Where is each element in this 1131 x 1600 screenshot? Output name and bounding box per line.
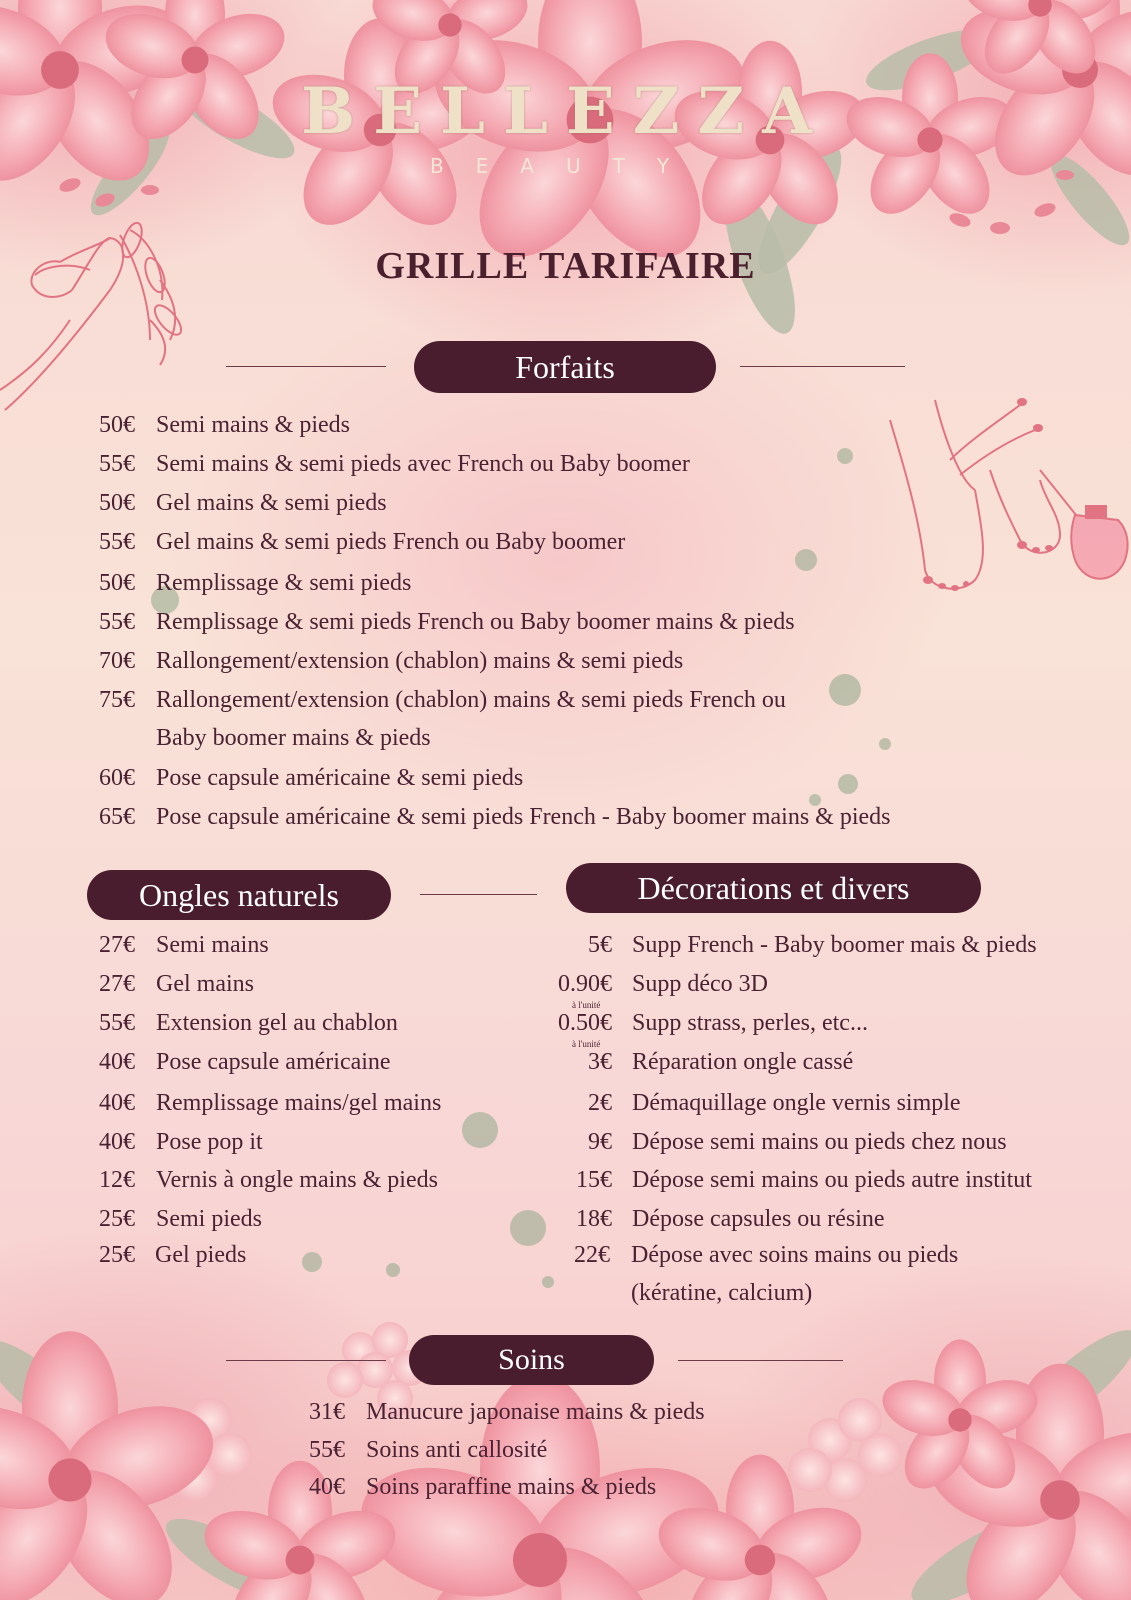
item-label: Dépose semi mains ou pieds autre institut <box>632 1167 1032 1193</box>
item-label: Rallongement/extension (chablon) mains & semi pieds French ou <box>156 687 786 713</box>
item-label: Supp French - Baby boomer mais & pieds <box>632 932 1037 958</box>
item-price: 3€ <box>588 1049 612 1075</box>
item-price: 12€ <box>99 1167 135 1193</box>
item-label-line2: Baby boomer mains & pieds <box>156 725 431 751</box>
item-price: 25€ <box>99 1206 135 1232</box>
item-label: Remplissage mains/gel mains <box>156 1090 442 1116</box>
unit-note: à l'unité <box>572 1039 601 1049</box>
item-price: 40€ <box>99 1129 135 1155</box>
section-header-forfaits: Forfaits <box>414 341 716 393</box>
item-price: 55€ <box>99 451 135 477</box>
item-price: 40€ <box>309 1474 345 1500</box>
soins-list <box>280 1399 840 1519</box>
item-label: Remplissage & semi pieds <box>156 570 412 596</box>
item-label: Semi mains <box>156 932 269 958</box>
item-price: 55€ <box>99 1010 135 1036</box>
item-price: 50€ <box>99 412 135 438</box>
item-label: Réparation ongle cassé <box>632 1049 854 1075</box>
item-price: 40€ <box>99 1090 135 1116</box>
item-label: Manucure japonaise mains & pieds <box>366 1399 705 1425</box>
item-price: 9€ <box>588 1129 612 1155</box>
forfaits-list <box>0 412 1131 842</box>
item-price: 15€ <box>576 1167 612 1193</box>
item-price: 25€ <box>99 1242 135 1268</box>
item-label: Démaquillage ongle vernis simple <box>632 1090 961 1116</box>
item-price: 65€ <box>99 804 135 830</box>
item-label: Dépose capsules ou résine <box>632 1206 885 1232</box>
item-label: Semi mains & pieds <box>156 412 350 438</box>
item-price: 50€ <box>99 570 135 596</box>
item-price: 40€ <box>99 1049 135 1075</box>
item-price: 0.50€ <box>558 1010 612 1036</box>
divider-line <box>740 366 905 367</box>
item-price: 5€ <box>588 932 612 958</box>
item-label: Semi mains & semi pieds avec French ou Baby boomer <box>156 451 690 477</box>
divider-line <box>420 894 537 895</box>
item-price: 0.90€ <box>558 971 612 997</box>
item-label: Soins anti callosité <box>366 1437 548 1463</box>
item-label: Gel mains & semi pieds French ou Baby boomer <box>156 529 626 555</box>
item-price: 27€ <box>99 932 135 958</box>
item-price: 70€ <box>99 648 135 674</box>
item-price: 55€ <box>309 1437 345 1463</box>
divider-line <box>226 1360 386 1361</box>
divider-line <box>226 366 386 367</box>
item-label: Soins paraffine mains & pieds <box>366 1474 657 1500</box>
item-label: Gel mains <box>156 971 254 997</box>
item-price: 55€ <box>99 609 135 635</box>
brand-tagline: BEAUTY <box>429 154 702 178</box>
section-header-soins: Soins <box>409 1335 654 1385</box>
item-label: Pose capsule américaine & semi pieds French - Baby boomer mains & pieds <box>156 804 891 830</box>
section-header-decorations: Décorations et divers <box>566 863 981 913</box>
item-label: Pose capsule américaine & semi pieds <box>156 765 524 791</box>
divider-line <box>678 1360 843 1361</box>
item-label: Extension gel au chablon <box>156 1010 398 1036</box>
item-price: 31€ <box>309 1399 345 1425</box>
item-label: Supp déco 3D <box>632 971 768 997</box>
brand-logo: BELLEZZA <box>301 74 830 149</box>
item-label: Dépose avec soins mains ou pieds <box>631 1242 959 1268</box>
item-price: 55€ <box>99 529 135 555</box>
ongles-naturels-list <box>0 932 560 1282</box>
item-price: 60€ <box>99 765 135 791</box>
item-price: 75€ <box>99 687 135 713</box>
item-price: 27€ <box>99 971 135 997</box>
item-label: Gel pieds <box>155 1242 247 1268</box>
item-label: Vernis à ongle mains & pieds <box>156 1167 438 1193</box>
item-label: Gel mains & semi pieds <box>156 490 387 516</box>
item-price: 18€ <box>576 1206 612 1232</box>
item-price: 2€ <box>588 1090 612 1116</box>
unit-note: à l'unité <box>572 1000 601 1010</box>
item-label: Supp strass, perles, etc... <box>632 1010 868 1036</box>
item-label-line2: (kératine, calcium) <box>631 1280 813 1306</box>
item-price: 50€ <box>99 490 135 516</box>
decorations-list <box>540 932 1130 1312</box>
page-title: GRILLE TARIFAIRE <box>375 245 756 287</box>
item-label: Pose capsule américaine <box>156 1049 391 1075</box>
item-price: 22€ <box>574 1242 610 1268</box>
section-header-ongles-naturels: Ongles naturels <box>87 870 391 920</box>
item-label: Remplissage & semi pieds French ou Baby boomer mains & pieds <box>156 609 795 635</box>
item-label: Dépose semi mains ou pieds chez nous <box>632 1129 1007 1155</box>
item-label: Semi pieds <box>156 1206 262 1232</box>
item-label: Rallongement/extension (chablon) mains & semi pieds <box>156 648 684 674</box>
item-label: Pose pop it <box>156 1129 263 1155</box>
